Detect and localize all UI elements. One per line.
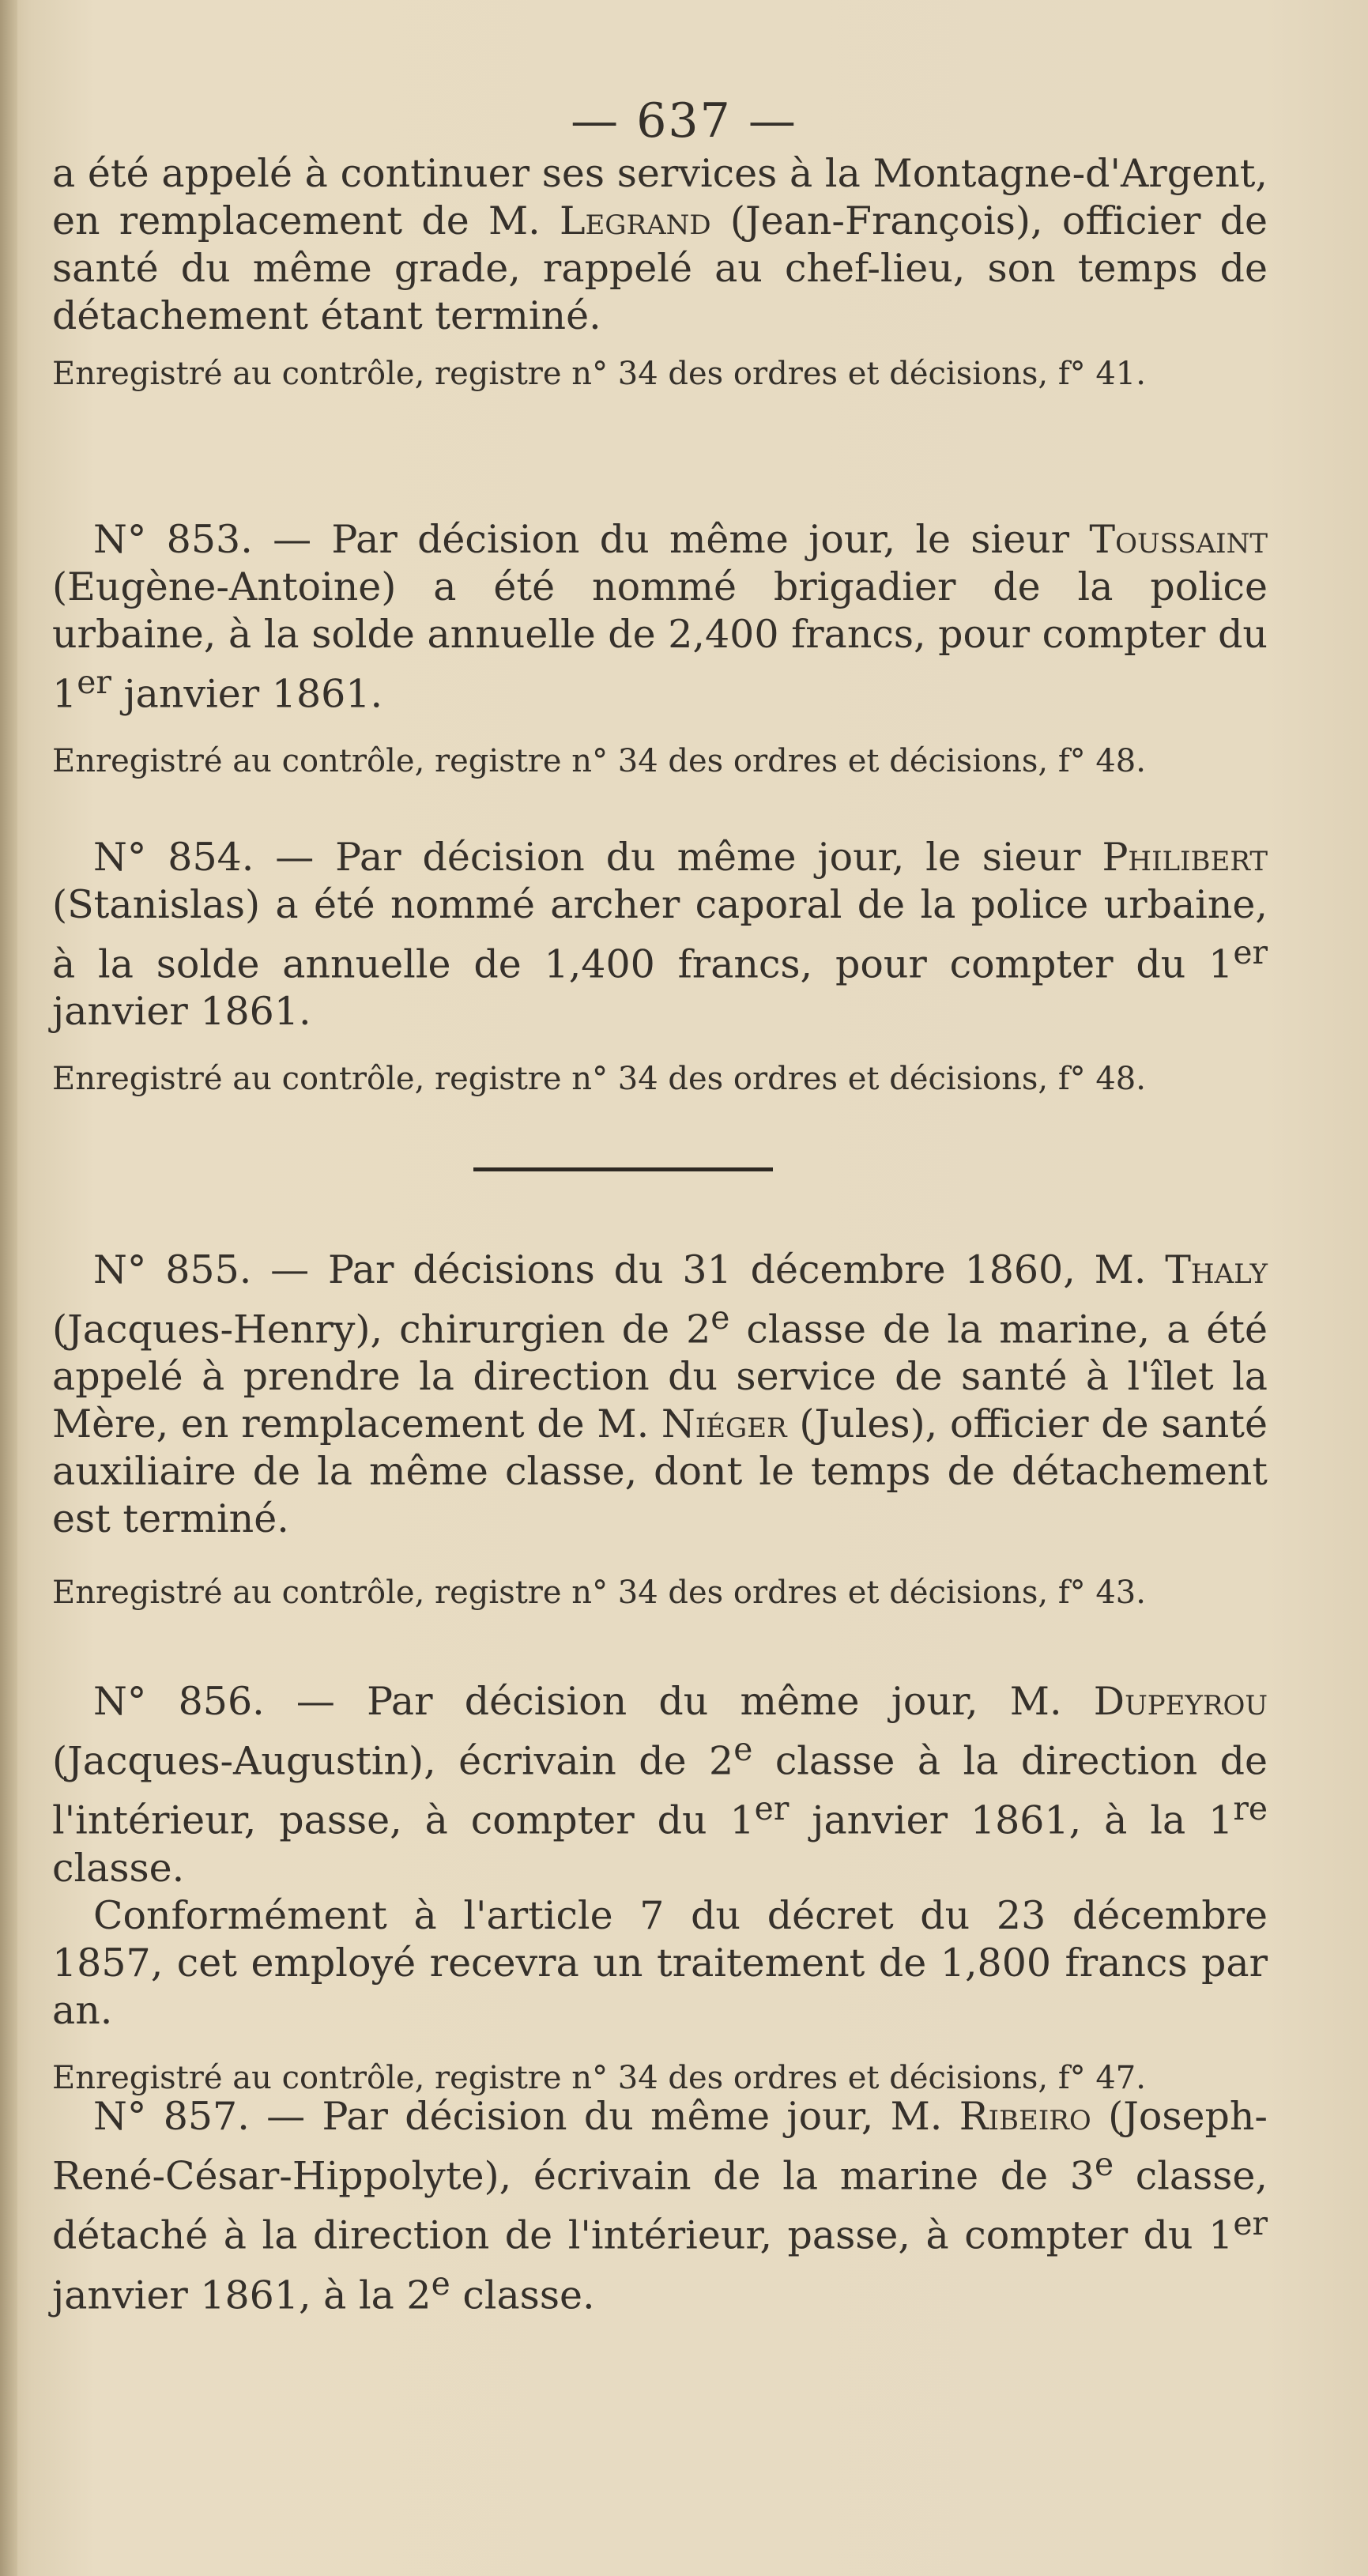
entry-paragraph: N° 854. — Par décision du même jour, le sieur Philibert (Stanislas) a été nommé archer caporal de la police urbaine, à la solde annuelle de 1,400 francs, pour compter du 1er janvier 1861.: [52, 835, 1268, 1035]
person-name: Niéger: [661, 1401, 787, 1447]
registration-note: Enregistré au contrôle, registre n° 34 des ordres et décisions, f° 48.: [52, 1061, 1146, 1098]
entry-paragraph: N° 855. — Par décisions du 31 décembre 1860, M. Thaly (Jacques-Henry), chirurgien de 2e classe de la marine, a été appelé à prendre la direction du service de santé à l'îlet la Mère, en remplacement de M. Niéger (Jules), officier de santé auxiliaire de la même classe, dont le temps de détachement est terminé.: [52, 1247, 1268, 1542]
page-number: — 637 —: [571, 93, 797, 149]
entry-paragraph: N° 853. — Par décision du même jour, le sieur Toussaint (Eugène-Antoine) a été nommé brigadier de la police urbaine, à la solde annuelle de 2,400 francs, pour compter du 1er janvier 1861.: [52, 517, 1268, 717]
entry-853: [52, 516, 1268, 781]
ordinal-suffix: e: [1094, 2145, 1114, 2183]
registration-note: Enregistré au contrôle, registre n° 34 des ordres et décisions, f° 47.: [52, 2059, 1146, 2096]
ordinal-suffix: er: [77, 663, 111, 701]
entry-854: [52, 834, 1268, 1099]
person-name: Legrand: [559, 198, 711, 243]
ordinal-suffix: er: [1233, 2204, 1268, 2243]
person-name: Dupeyrou: [1093, 1679, 1268, 1724]
entry-856: [52, 1678, 1268, 2098]
ordinal-suffix: e: [733, 1730, 753, 1768]
section-divider: [473, 1167, 773, 1171]
ordinal-suffix: er: [754, 1790, 790, 1828]
ordinal-suffix: re: [1233, 1790, 1268, 1828]
person-name: Ribeiro: [959, 2094, 1091, 2139]
entry-paragraph: N° 856. — Par décision du même jour, M. Dupeyrou (Jacques-Augustin), écrivain de 2e classe à la direction de l'intérieur, passe, à compter du 1er janvier 1861, à la 1re classe.: [52, 1679, 1268, 1891]
entry-continuation: [52, 150, 1268, 394]
entry-paragraph: a été appelé à continuer ses services à la Montagne-d'Argent, en remplacement de M. Legrand (Jean-François), officier de santé du même grade, rappelé au chef-lieu, son temps de détachement étant terminé.: [52, 151, 1268, 338]
ordinal-suffix: e: [710, 1299, 730, 1337]
registration-note: Enregistré au contrôle, registre n° 34 des ordres et décisions, f° 41.: [52, 356, 1146, 392]
registration-note: Enregistré au contrôle, registre n° 34 des ordres et décisions, f° 48.: [52, 743, 1146, 780]
entry-paragraph: Conformément à l'article 7 du décret du 23 décembre 1857, cet employé recevra un traitement de 1,800 francs par an.: [52, 1892, 1268, 2033]
entry-paragraph: N° 857. — Par décision du même jour, M. Ribeiro (Joseph-René-César-Hippolyte), écrivain de la marine de 3e classe, détaché à la direction de l'intérieur, passe, à compter du 1er janvier 1861, à la 2e classe.: [52, 2094, 1268, 2318]
person-name: Toussaint: [1089, 517, 1268, 562]
ordinal-suffix: e: [431, 2264, 450, 2303]
entry-855: [52, 1247, 1268, 1612]
registration-note: Enregistré au contrôle, registre n° 34 des ordres et décisions, f° 43.: [52, 1575, 1146, 1612]
entry-857: [52, 2093, 1268, 2319]
person-name: Thaly: [1165, 1247, 1268, 1292]
ordinal-suffix: er: [1233, 933, 1268, 971]
person-name: Philibert: [1102, 835, 1268, 880]
binding-gutter: [0, 0, 17, 2576]
